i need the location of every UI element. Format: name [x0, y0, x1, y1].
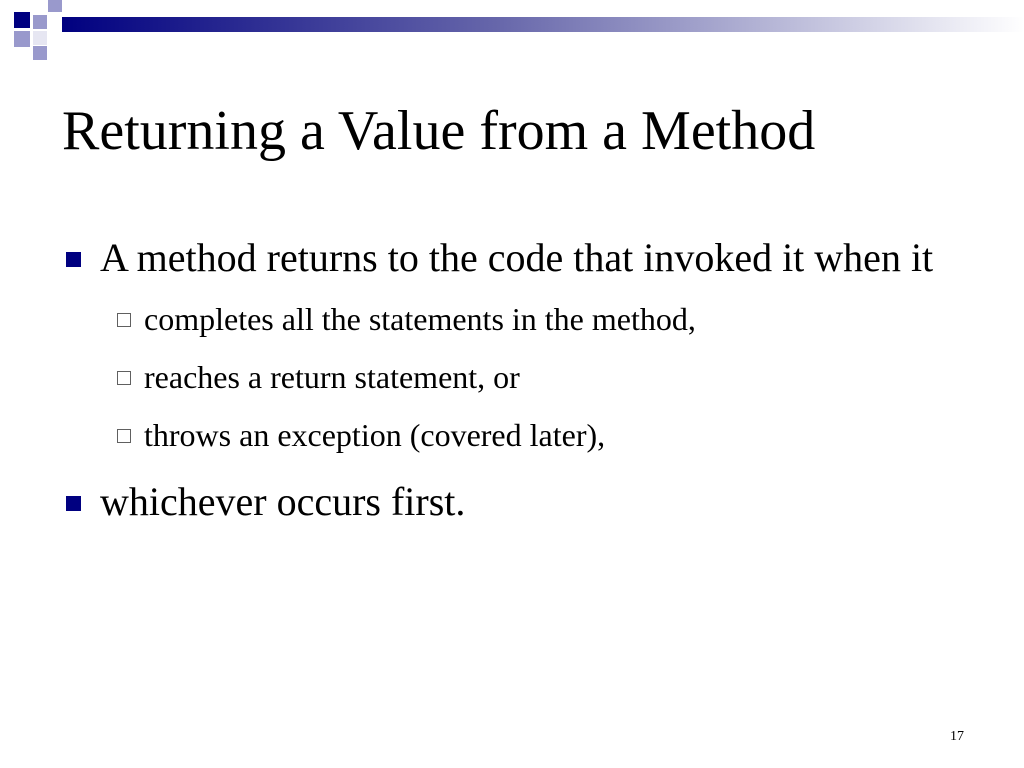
square-bullet-icon [66, 252, 81, 267]
sub-bullet-text: reaches a return statement, or [144, 359, 520, 395]
hollow-square-bullet-icon [117, 371, 131, 385]
deco-square-icon [33, 46, 47, 60]
deco-square-icon [14, 31, 30, 47]
hollow-square-bullet-icon [117, 429, 131, 443]
sub-bullet-text: throws an exception (covered later), [144, 417, 606, 453]
deco-square-icon [33, 31, 47, 45]
deco-square-icon [33, 15, 47, 29]
deco-square-icon [14, 12, 30, 28]
decorative-banner [0, 0, 1024, 70]
gradient-bar [62, 17, 1024, 32]
bullet-text: A method returns to the code that invoked it when it [100, 235, 934, 280]
sub-bullet-item [62, 298, 962, 340]
sub-bullet-item [62, 414, 962, 456]
slide-title: Returning a Value from a Method [62, 100, 816, 162]
deco-square-icon [48, 0, 62, 12]
bullet-item [62, 476, 962, 528]
bullet-item [62, 232, 962, 284]
bullet-text: whichever occurs first. [100, 479, 466, 524]
square-bullet-icon [66, 496, 81, 511]
slide-body [62, 232, 962, 542]
sub-bullet-item [62, 356, 962, 398]
sub-bullet-text: completes all the statements in the method, [144, 301, 696, 337]
hollow-square-bullet-icon [117, 313, 131, 327]
slide-number: 17 [950, 729, 964, 744]
